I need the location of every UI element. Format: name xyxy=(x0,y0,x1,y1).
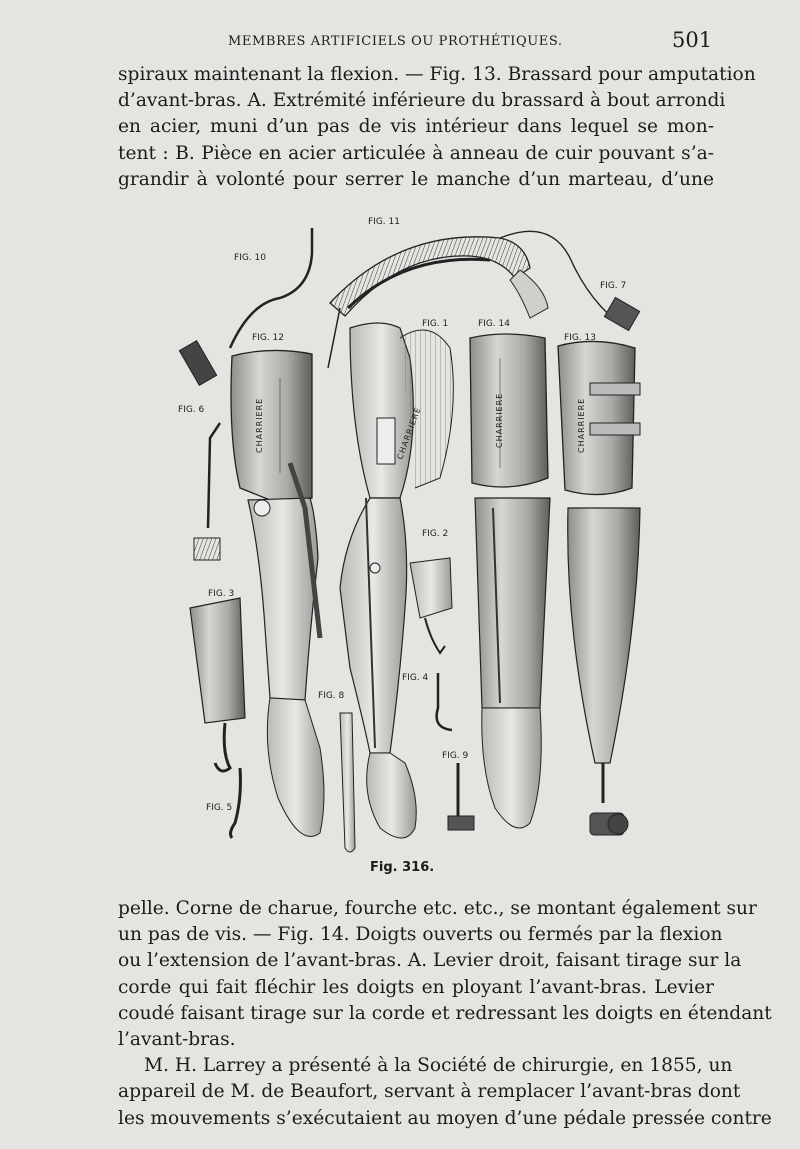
fig-12-arm xyxy=(231,350,324,836)
text-line: tent : B. Pièce en acier articulée à anneau de cuir pouvant s’a- xyxy=(118,142,714,164)
figure-caption: Fig. 316. xyxy=(370,860,435,875)
fig-3-socket xyxy=(190,598,245,771)
fig-6-tool xyxy=(194,423,220,560)
fig-12-label: FIG. 12 xyxy=(252,333,284,343)
text-line: spiraux maintenant la flexion. — Fig. 13. Brassard pour amputation xyxy=(118,64,756,85)
running-head xyxy=(0,28,800,54)
text-line: pelle. Corne de charue, fourche etc. etc., se montant également sur xyxy=(118,898,757,919)
fig-8-label: FIG. 8 xyxy=(318,691,345,701)
fig-8-rod xyxy=(340,713,355,852)
text-line: d’avant-bras. A. Extrémité inférieure du brassard à bout arrondi xyxy=(118,90,726,112)
fig-5-label: FIG. 5 xyxy=(206,803,233,813)
fig-2-label: FIG. 2 xyxy=(422,529,449,539)
fig-3-label: FIG. 3 xyxy=(208,589,235,599)
fig-13-label: FIG. 13 xyxy=(564,333,596,343)
fig-14-arm xyxy=(470,334,550,828)
fig-1-label: FIG. 1 xyxy=(422,319,449,329)
fig-6-label: FIG. 6 xyxy=(178,405,205,415)
text-line: coudé faisant tirage sur la corde et redressant les doigts en étendant xyxy=(118,1002,772,1024)
text-line: les mouvements s’exécutaient au moyen d’une pédale pressée contre xyxy=(118,1107,772,1129)
fig-11-label: FIG. 11 xyxy=(368,217,400,227)
bottom-paragraphs xyxy=(118,896,772,1132)
charriere-label: CHARRIERE xyxy=(255,397,264,453)
charriere-label: CHARRIERE xyxy=(577,397,586,453)
fig-7-label: FIG. 7 xyxy=(600,281,627,291)
fig-13-arm xyxy=(558,341,640,835)
text-line: grandir à volonté pour serrer le manche d’un marteau, d’une xyxy=(118,168,714,190)
charriere-label: CHARRIERE xyxy=(395,405,423,461)
engraving-illustration xyxy=(170,208,650,858)
fig-4-hook xyxy=(437,673,452,730)
top-paragraph xyxy=(118,62,756,193)
fig-10-label: FIG. 10 xyxy=(234,253,266,263)
text-line: un pas de vis. — Fig. 14. Doigts ouverts ou fermés par la flexion xyxy=(118,924,723,946)
fig-14-label: FIG. 14 xyxy=(478,319,510,329)
text-line: corde qui fait fléchir les doigts en ployant l’avant-bras. Levier xyxy=(118,976,714,998)
fig-9-label: FIG. 9 xyxy=(442,751,469,761)
text-line: l’avant-bras. xyxy=(118,1028,236,1050)
text-line: appareil de M. de Beaufort, servant à remplacer l’avant-bras dont xyxy=(118,1081,741,1103)
running-title: MEMBRES ARTIFICIELS OU PROTHÉTIQUES. xyxy=(228,34,563,49)
text-line: M. H. Larrey a présenté à la Société de chirurgie, en 1855, un xyxy=(144,1055,733,1077)
page-number: 501 xyxy=(672,28,713,52)
prosthetics-engraving xyxy=(170,208,650,858)
fig-4-label: FIG. 4 xyxy=(402,673,429,683)
fig-2-fitting xyxy=(410,558,452,653)
fig-9-hammer xyxy=(448,763,474,830)
text-line: en acier, muni d’un pas de vis intérieur dans lequel se mon- xyxy=(118,116,714,138)
charriere-label: CHARRIERE xyxy=(495,392,504,448)
text-line: ou l’extension de l’avant-bras. A. Levier droit, faisant tirage sur la xyxy=(118,950,742,972)
